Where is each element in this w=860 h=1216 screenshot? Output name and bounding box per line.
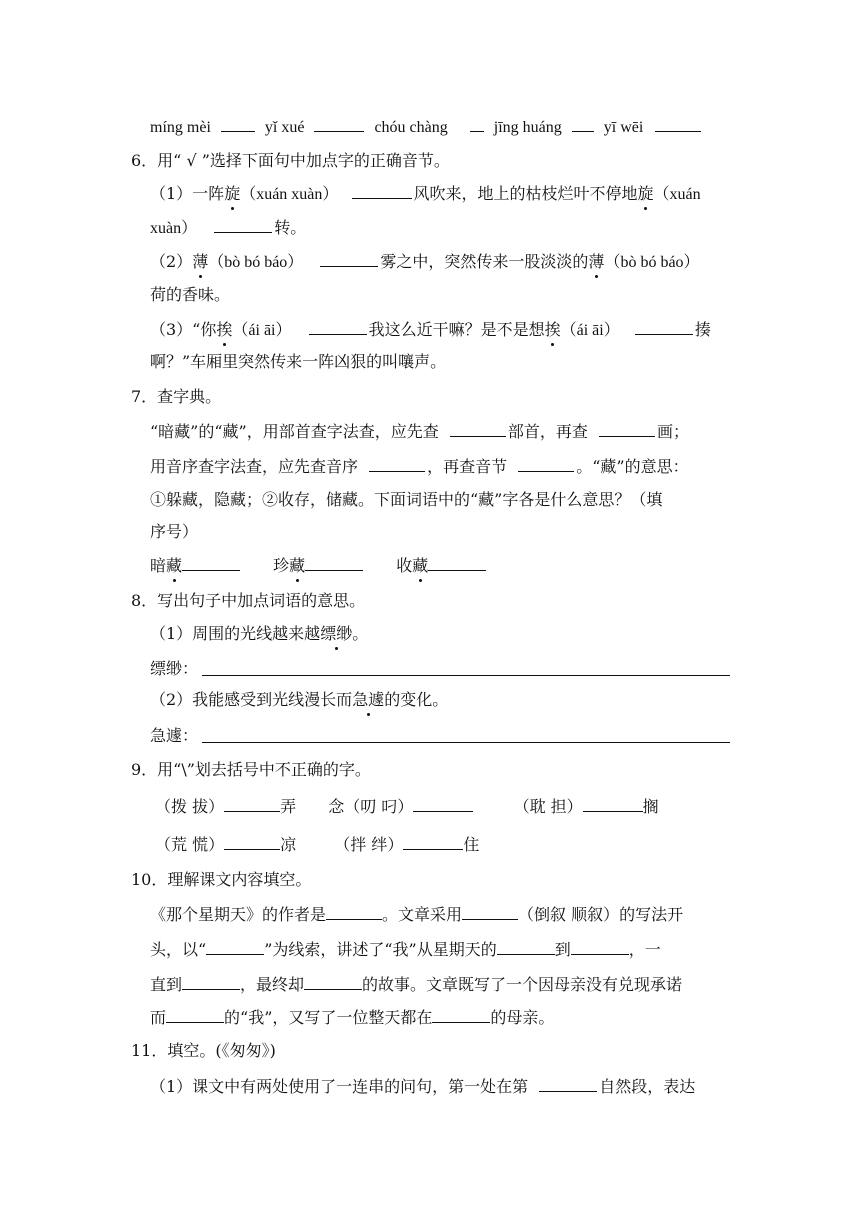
answer-blank[interactable] — [224, 833, 280, 850]
text: 收 — [396, 556, 413, 575]
answer-blank[interactable] — [214, 216, 272, 233]
text: 的变化。 — [384, 690, 449, 709]
text: 暗 — [150, 556, 167, 575]
text: （1）一阵 — [150, 184, 225, 203]
answer-blank[interactable] — [572, 115, 594, 132]
answer-blank[interactable] — [304, 973, 362, 990]
answer-blank[interactable] — [428, 554, 486, 571]
answer-blank[interactable] — [599, 420, 655, 437]
pinyin-word: jīng huáng — [493, 119, 562, 136]
pinyin-word: yī wēi — [603, 119, 644, 136]
q8-answer-1-line[interactable] — [202, 675, 730, 676]
dotted-char: 薄 — [588, 252, 605, 271]
text: 雾之中，突然传来一股淡淡的 — [380, 252, 589, 271]
answer-blank[interactable] — [450, 420, 506, 437]
question-6-title: 6．用“ √ ”选择下面句中加点字的正确音节。 — [131, 151, 450, 170]
answer-blank[interactable] — [470, 115, 484, 132]
answer-blank[interactable] — [221, 115, 255, 132]
question-9-title: 9．用“\”划去括号中不正确的字。 — [131, 760, 371, 779]
q11-line-1 — [150, 1075, 695, 1097]
text: “暗藏”的“藏”，用部首查字法查，应先查 — [150, 422, 439, 441]
q8-sentence-2 — [150, 690, 448, 710]
pinyin-word: míng mèi — [150, 119, 211, 136]
answer-blank[interactable] — [206, 938, 264, 955]
q8-answer-1-label: 缥缈： — [150, 659, 199, 678]
answer-blank[interactable] — [635, 318, 693, 335]
text: 的母亲。 — [490, 1008, 555, 1027]
answer-blank[interactable] — [571, 938, 629, 955]
text: （荒 慌） — [155, 835, 225, 854]
text: 自然段，表达 — [599, 1077, 696, 1096]
text: 我这么近干嘛？是不是想 — [368, 320, 545, 339]
answer-blank[interactable] — [462, 903, 518, 920]
dotted-char: 藏 — [412, 556, 429, 575]
pinyin-word: chóu chàng — [374, 119, 448, 136]
answer-blank[interactable] — [432, 1006, 490, 1023]
answer-blank[interactable] — [166, 1006, 224, 1023]
q6-sentence-3a — [150, 318, 711, 341]
text: （倒叙 顺叙）的写法开 — [518, 905, 684, 924]
text: （1）课文中有两处使用了一连串的问句，第一处在第 — [150, 1077, 529, 1096]
pinyin-options: （bò bó báo） — [604, 254, 700, 271]
q8-answer-2-label: 急遽： — [150, 726, 199, 745]
dotted-char: 挨 — [216, 320, 233, 339]
text: 住 — [463, 835, 480, 854]
answer-blank[interactable] — [309, 318, 367, 335]
answer-blank[interactable] — [182, 973, 240, 990]
answer-blank[interactable] — [403, 833, 463, 850]
text: 。文章采用 — [382, 905, 463, 924]
text: 部首，再查 — [507, 422, 588, 441]
text: 的“我”，又写了一位整天都在 — [224, 1008, 433, 1027]
answer-blank[interactable] — [320, 250, 378, 267]
text: 头，以“ — [150, 940, 207, 959]
answer-blank[interactable] — [539, 1075, 597, 1092]
question-10-title: 10．理解课文内容填空。 — [131, 870, 312, 889]
answer-blank[interactable] — [369, 455, 425, 472]
dotted-char: 藏 — [166, 556, 183, 575]
text: 凉 — [280, 835, 297, 854]
dotted-char: 薄 — [192, 252, 209, 271]
text: 《那个星期天》的作者是 — [150, 905, 327, 924]
text: ，最终却 — [240, 975, 305, 994]
q7-line-4: 序号） — [150, 522, 199, 541]
answer-blank[interactable] — [182, 554, 240, 571]
text: 风吹来，地上的枯枝烂叶不停地 — [413, 184, 638, 203]
q8-answer-2-line[interactable] — [202, 742, 730, 743]
text: 珍 — [273, 556, 290, 575]
text: 揍 — [694, 320, 711, 339]
answer-blank[interactable] — [352, 182, 412, 199]
text: （2）我能感受到光线漫长而 — [150, 690, 353, 709]
answer-blank[interactable] — [583, 795, 643, 812]
answer-blank[interactable] — [305, 554, 363, 571]
q9-row-1 — [155, 795, 659, 817]
q6-sentence-1b — [150, 216, 306, 239]
text: （3）“你 — [150, 320, 217, 339]
text: 的故事。文章既写了一个因母亲没有兑现承诺 — [362, 975, 683, 994]
question-11-title: 11．填空。(《匆匆》) — [131, 1041, 276, 1060]
text: 用音序查字法查，应先查音序 — [150, 457, 359, 476]
answer-blank[interactable] — [314, 115, 364, 132]
q6-sentence-2a — [150, 250, 700, 273]
text: （拨 拔） — [155, 797, 225, 816]
pinyin-options: （bò bó báo） — [208, 254, 304, 271]
q7-line-1 — [150, 420, 689, 442]
pinyin-options: （ái āi） — [560, 322, 620, 339]
pinyin-options: （ái āi） — [232, 322, 292, 339]
text: （耽 担） — [513, 797, 583, 816]
q9-row-2 — [155, 833, 479, 855]
text: 画； — [656, 422, 689, 441]
q8-sentence-1 — [150, 624, 368, 644]
dotted-word: 缥缈 — [320, 624, 353, 643]
dotted-char: 旋 — [224, 184, 241, 203]
answer-blank[interactable] — [497, 938, 555, 955]
text: 而 — [150, 1008, 167, 1027]
q10-line-1 — [150, 903, 683, 925]
question-8-title: 8．写出句子中加点词语的意思。 — [131, 591, 366, 610]
q6-sentence-1a — [150, 182, 701, 205]
q10-line-4 — [150, 1006, 554, 1028]
q7-line-3: ①躲藏，隐藏；②收存，储藏。下面词语中的“藏”字各是什么意思？（填 — [150, 490, 663, 509]
text: 到 — [554, 940, 571, 959]
text: （1）周围的光线越来越 — [150, 624, 321, 643]
pinyin-row — [150, 115, 701, 138]
dotted-char: 藏 — [289, 556, 306, 575]
q7-words — [150, 554, 486, 576]
dotted-char: 旋 — [637, 184, 654, 203]
answer-blank[interactable] — [224, 795, 280, 812]
dotted-char: 挨 — [544, 320, 561, 339]
text: ，再查音节 — [427, 457, 508, 476]
answer-blank[interactable] — [518, 455, 574, 472]
q6-sentence-3b: 啊？”车厢里突然传来一阵凶狠的叫嚷声。 — [150, 352, 447, 371]
text: 转。 — [274, 218, 307, 237]
text: 。“藏”的意思： — [576, 457, 689, 476]
dotted-word: 急遽 — [352, 690, 385, 709]
answer-blank[interactable] — [655, 115, 701, 132]
q10-line-2 — [150, 938, 661, 960]
pinyin-options: xuàn） — [150, 220, 198, 237]
pinyin-options: （xuán — [653, 186, 701, 203]
pinyin-word: yǐ xué — [264, 119, 305, 136]
text: ，一 — [628, 940, 661, 959]
text: （2） — [150, 252, 193, 271]
q6-sentence-2b: 荷的香味。 — [150, 285, 231, 304]
q7-line-2 — [150, 455, 689, 477]
text: 搁 — [642, 797, 659, 816]
text: ”为线索，讲述了“我”从星期天的 — [264, 940, 497, 959]
question-7-title: 7．查字典。 — [131, 387, 222, 406]
text: 。 — [352, 624, 369, 643]
answer-blank[interactable] — [413, 795, 473, 812]
q10-line-3 — [150, 973, 682, 995]
text: 直到 — [150, 975, 183, 994]
text: （拌 绊） — [334, 835, 404, 854]
pinyin-options: （xuán xuàn） — [240, 186, 339, 203]
answer-blank[interactable] — [326, 903, 382, 920]
text: 念（叨 叼） — [328, 797, 414, 816]
text: 弄 — [280, 797, 297, 816]
